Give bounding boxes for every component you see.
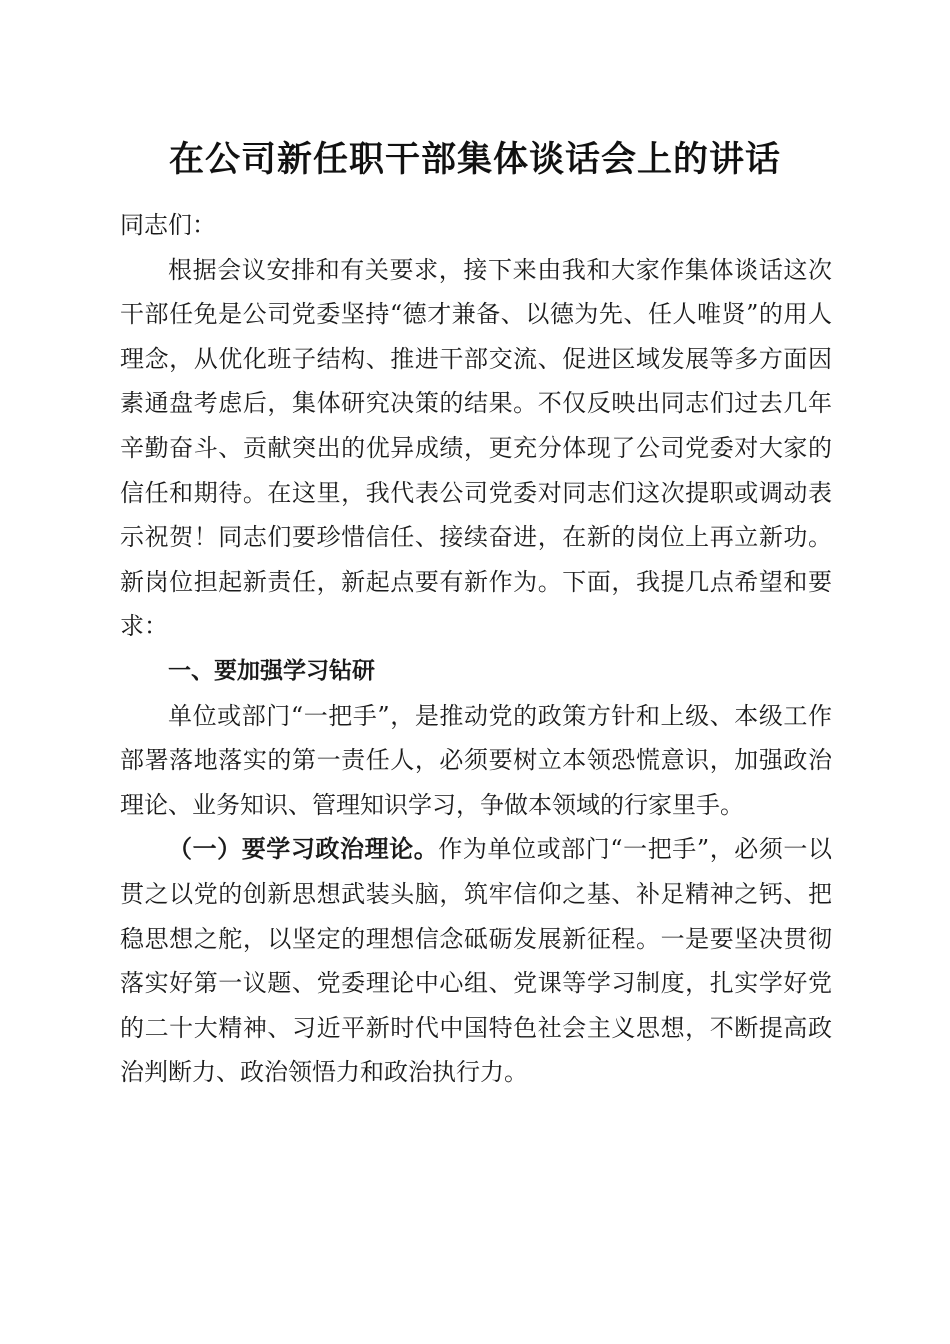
subsection-text: 作为单位或部门“一把手”，必须一以贯之以党的创新思想武装头脑，筑牢信仰之基、补足精神之钙、把稳思想之舵，以坚定的理想信念砥砺发展新征程。一是要坚决贯彻落实好第一议题、党委理论中心组、党课等学习制度，扎实学好党的二十大精神、习近平新时代中国特色社会主义思想，不断提高政治判断力、政治领悟力和政治执行力。 — [120, 835, 832, 1087]
subsection-paragraph — [120, 827, 832, 1095]
greeting: 同志们： — [120, 211, 216, 239]
document-title: 在公司新任职干部集体谈话会上的讲话 — [168, 139, 781, 180]
document-body — [120, 203, 832, 1095]
section-paragraph: 单位或部门“一把手”，是推动党的政策方针和上级、本级工作部署落地落实的第一责任人，必须要树立本领恐慌意识，加强政治理论、业务知识、管理知识学习，争做本领域的行家里手。 — [120, 701, 832, 819]
section-heading: 一、要加强学习钻研 — [168, 657, 375, 684]
subsection-lead: （一）要学习政治理论。 — [168, 834, 439, 864]
intro-paragraph: 根据会议安排和有关要求，接下来由我和大家作集体谈话这次干部任免是公司党委坚持“德才兼备、以德为先、任人唯贤”的用人理念，从优化班子结构、推进干部交流、促进区域发展等多方面因素通盘考虑后，集体研究决策的结果。不仅反映出同志们过去几年辛勤奋斗、贡献突出的优异成绩，更充分体现了公司党委对大家的信任和期待。在这里，我代表公司党委对同志们这次提职或调动表示祝贺！同志们要珍惜信任、接续奋进，在新的岗位上再立新功。新岗位担起新责任，新起点要有新作为。下面，我提几点希望和要求： — [120, 255, 832, 641]
